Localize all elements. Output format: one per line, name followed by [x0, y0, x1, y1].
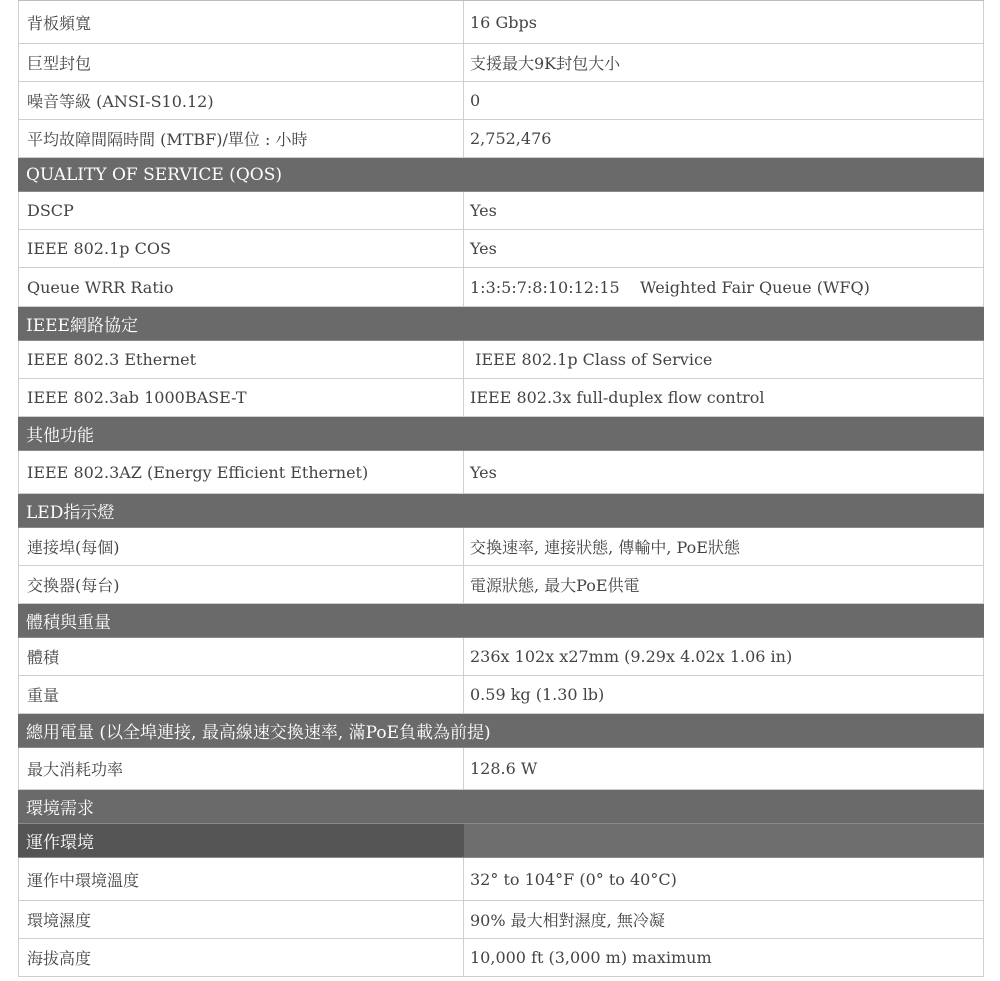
spec-label: IEEE 802.3 Ethernet	[18, 341, 464, 378]
section-header-led: LED指示燈	[18, 494, 984, 528]
spec-label: 海拔高度	[18, 939, 464, 976]
section-header-environment: 環境需求	[18, 790, 984, 824]
section-header-power: 總用電量 (以全埠連接, 最高線速交換速率, 滿PoE負載為前提)	[18, 714, 984, 748]
spec-label: IEEE 802.1p COS	[18, 230, 464, 267]
spec-value: 32° to 104°F (0° to 40°C)	[464, 858, 984, 900]
section-header-ieee: IEEE網路協定	[18, 307, 984, 341]
spec-row-led-switch	[18, 566, 984, 604]
spec-label: 巨型封包	[18, 44, 464, 81]
spec-value: 10,000 ft (3,000 m) maximum	[464, 939, 984, 976]
spec-row-humidity	[18, 901, 984, 939]
spec-label: IEEE 802.3AZ (Energy Efficient Ethernet)	[18, 451, 464, 493]
spec-row-cos	[18, 230, 984, 268]
spec-label: 最大消耗功率	[18, 748, 464, 789]
spec-row-led-port	[18, 528, 984, 566]
spec-value: IEEE 802.1p Class of Service	[464, 341, 984, 378]
spec-value: Yes	[464, 451, 984, 493]
spec-label: 重量	[18, 676, 464, 713]
spec-row-jumbo	[18, 44, 984, 82]
spec-label: 運作中環境溫度	[18, 858, 464, 900]
spec-value: 電源狀態, 最大PoE供電	[464, 566, 984, 603]
spec-row-mtbf	[18, 120, 984, 158]
spec-label: 噪音等級 (ANSI-S10.12)	[18, 82, 464, 119]
spec-label: 環境濕度	[18, 901, 464, 938]
spec-label: 交換器(每台)	[18, 566, 464, 603]
section-header-size-weight: 體積與重量	[18, 604, 984, 638]
spec-label: 平均故障間隔時間 (MTBF)/單位 : 小時	[18, 120, 464, 157]
section-header-other: 其他功能	[18, 417, 984, 451]
spec-value: IEEE 802.3x full-duplex flow control	[464, 379, 984, 416]
spec-label: 體積	[18, 638, 464, 675]
spec-table	[18, 0, 984, 977]
section-header-operating-label: 運作環境	[18, 824, 464, 857]
spec-label: Queue WRR Ratio	[18, 268, 464, 306]
section-header-operating-filler	[464, 824, 984, 857]
spec-row-max-power	[18, 748, 984, 790]
spec-row-volume	[18, 638, 984, 676]
spec-row-backplane	[18, 1, 984, 44]
spec-row-weight	[18, 676, 984, 714]
spec-value: Yes	[464, 192, 984, 229]
spec-value: 236x 102x x27mm (9.29x 4.02x 1.06 in)	[464, 638, 984, 675]
spec-row-ieee-ethernet	[18, 341, 984, 379]
spec-value: 支援最大9K封包大小	[464, 44, 984, 81]
spec-label: 連接埠(每個)	[18, 528, 464, 565]
spec-value: Yes	[464, 230, 984, 267]
spec-row-ieee-ab	[18, 379, 984, 417]
spec-label: IEEE 802.3ab 1000BASE-T	[18, 379, 464, 416]
spec-value: 0.59 kg (1.30 lb)	[464, 676, 984, 713]
spec-row-dscp	[18, 192, 984, 230]
spec-row-altitude	[18, 939, 984, 977]
spec-value: 16 Gbps	[464, 1, 984, 43]
spec-row-op-temp	[18, 858, 984, 901]
spec-row-noise	[18, 82, 984, 120]
spec-label: DSCP	[18, 192, 464, 229]
spec-value: 交換速率, 連接狀態, 傳輸中, PoE狀態	[464, 528, 984, 565]
spec-label: 背板頻寬	[18, 1, 464, 43]
spec-value: 0	[464, 82, 984, 119]
spec-value: 128.6 W	[464, 748, 984, 789]
spec-value: 1:3:5:7:8:10:12:15 Weighted Fair Queue (WFQ)	[464, 268, 984, 306]
section-header-qos: QUALITY OF SERVICE (QOS)	[18, 158, 984, 192]
section-header-operating	[18, 824, 984, 858]
spec-value: 90% 最大相對濕度, 無冷凝	[464, 901, 984, 938]
spec-row-eee	[18, 451, 984, 494]
spec-value: 2,752,476	[464, 120, 984, 157]
spec-row-wrr	[18, 268, 984, 307]
